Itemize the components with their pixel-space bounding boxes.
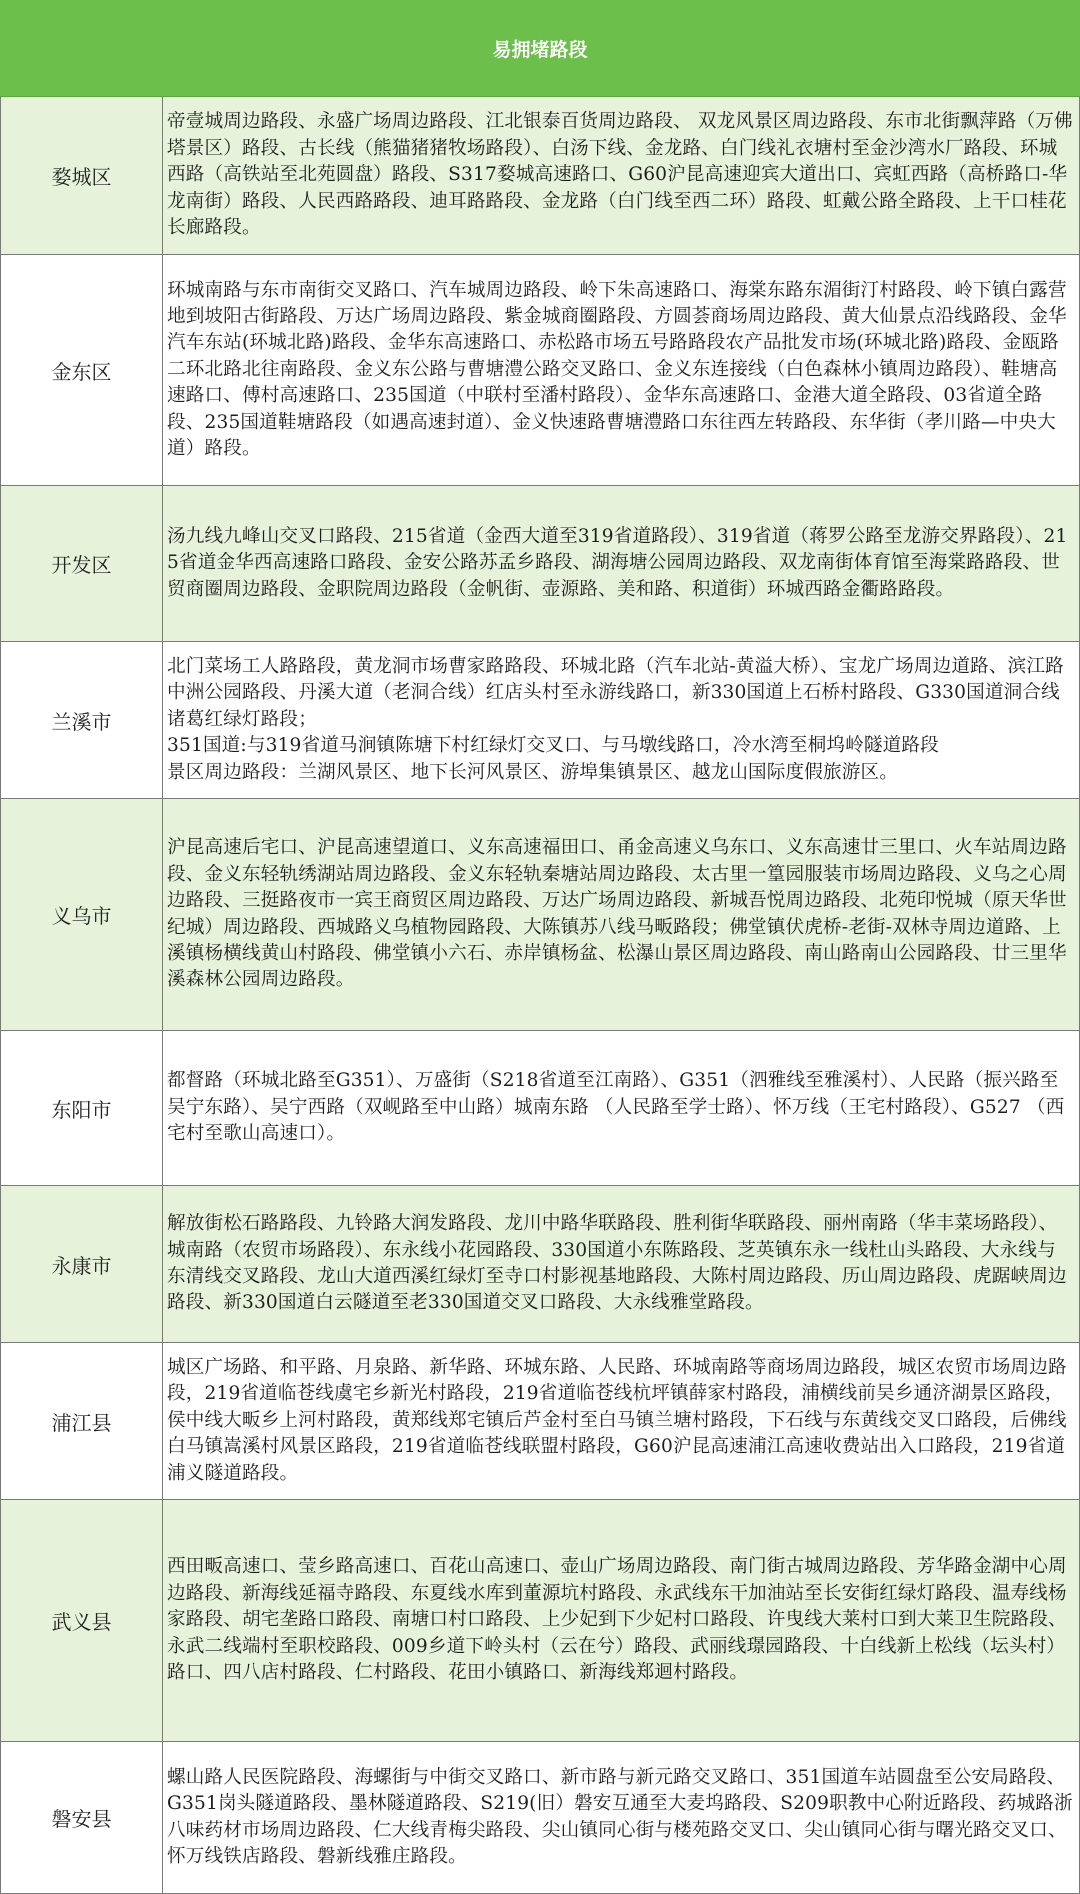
congestion-table bbox=[0, 97, 1080, 1894]
table-row bbox=[1, 642, 1079, 799]
table-row bbox=[1, 799, 1079, 1031]
district-name: 兰溪市 bbox=[1, 642, 163, 798]
table-title: 易拥堵路段 bbox=[0, 0, 1080, 97]
district-name: 磐安县 bbox=[1, 1742, 163, 1893]
table-row bbox=[1, 1186, 1079, 1343]
road-list: 北门菜场工人路路段，黄龙洞市场曹家路路段、环城北路（汽车北站-黄溢大桥）、宝龙广场周边道路、滨江路中洲公园路段、丹溪大道（老洞合线）红店头村至永游线路口，新330国道上石桥村路段、G330国道洞合线诸葛红绿灯路段； 351国道:与319省道马涧镇陈塘下村红绿灯交叉口、与马墩线路口，冷水湾至桐坞岭隧道路段 景区周边路段：兰湖风景区、地下长河风景区、游埠集镇景区、越龙山国际度假旅游区。 bbox=[167, 655, 1064, 783]
district-name: 义乌市 bbox=[1, 799, 163, 1030]
table-row bbox=[1, 255, 1079, 486]
district-name: 金东区 bbox=[1, 255, 163, 485]
road-list: 都督路（环城北路至G351）、万盛街（S218省道至江南路）、G351（泗雅线至雅溪村）、人民路（振兴路至吴宁东路）、吴宁西路（双岘路至中山路）城南东路 （人民路至学士路）、怀万线（王宅村路段）、G527 （西宅村至歌山高速口）。 bbox=[167, 1070, 1065, 1145]
road-list: 汤九线九峰山交叉口路段、215省道（金西大道至319省道路段）、319省道（蒋罗公路至龙游交界路段）、215省道金华西高速路口路段、金安公路苏孟乡路段、湖海塘公园周边路段、双龙南街体育馆至海棠路路段、世贸商圈周边路段、金职院周边路段（金帆街、壶源路、美和路、积道街）环城西路金衢路路段。 bbox=[167, 525, 1068, 600]
district-name: 永康市 bbox=[1, 1186, 163, 1342]
table-row bbox=[1, 1031, 1079, 1186]
road-list: 帝壹城周边路段、永盛广场周边路段、江北银泰百货周边路段、 双龙风景区周边路段、东市北街飘萍路（万佛塔景区）路段、古长线（熊猫猪猪牧场路段）、白汤下线、金龙路、白门线礼衣塘村至金沙湾水厂路段、环城西路（高铁站至北苑圆盘）路段、S317婺城高速路口、G60沪昆高速迎宾大道出口、宾虹西路（高桥路口-华龙南街）路段、人民西路路段、迪耳路路段、金龙路（白门线至西二环）路段、虹戴公路全路段、上干口桂花长廊路段。 bbox=[167, 111, 1073, 239]
district-name: 开发区 bbox=[1, 486, 163, 641]
district-name: 浦江县 bbox=[1, 1343, 163, 1499]
table-row bbox=[1, 486, 1079, 642]
district-name: 武义县 bbox=[1, 1500, 163, 1741]
table-row bbox=[1, 1500, 1079, 1742]
road-list: 解放街松石路路段、九铃路大润发路段、龙川中路华联路段、胜利街华联路段、丽州南路（华丰菜场路段）、城南路（农贸市场路段）、东永线小花园路段、330国道小东陈路段、芝英镇东永一线杜山头路段、大永线与东清线交叉路段、龙山大道西溪红绿灯至寺口村影视基地路段、大陈村周边路段、历山周边路段、虎踞峡周边路段、新330国道白云隧道至老330国道交叉口路段、大永线雅堂路段。 bbox=[167, 1213, 1067, 1314]
table-row bbox=[1, 97, 1079, 255]
table-row bbox=[1, 1343, 1079, 1500]
road-list: 沪昆高速后宅口、沪昆高速望道口、义东高速福田口、甬金高速义乌东口、义东高速廿三里口、火车站周边路段、金义东轻轨绣湖站周边路段、金义东轻轨秦塘站周边路段、太古里一篁园服装市场周边路段、义乌之心周边路段、三挺路夜市一宾王商贸区周边路段、万达广场周边路段、新城吾悦周边路段、北苑印悦城（原天华世纪城）周边路段、西城路义乌植物园路段、大陈镇苏八线马畈路段；佛堂镇伏虎桥-老街-双林寺周边道路、上溪镇杨横线黄山村路段、佛堂镇小六石、赤岸镇杨盆、松瀑山景区周边路段、南山路南山公园路段、廿三里华溪森林公园周边路段。 bbox=[167, 837, 1067, 991]
road-list: 环城南路与东市南街交叉路口、汽车城周边路段、岭下朱高速路口、海棠东路东湄街汀村路段、岭下镇白露营地到坡阳古街路段、万达广场周边路段、紫金城商圈路段、方圆荟商场周边路段、黄大仙景点沿线路段、金华汽车东站(环城北路)路段、金华东高速路口、赤松路市场五号路路段农产品批发市场(环城北路)路段、金瓯路二环北路北往南路段、金义东公路与曹塘澧公路交叉路口、金义东连接线（白色森林小镇周边路段）、鞋塘高速路口、傅村高速路口、235国道（中联村至潘村路段）、金华东高速路口、金港大道全路段、03省道全路段、235国道鞋塘路段（如遇高速封道）、金义快速路曹塘澧路口东往西左转路段、东华街（孝川路—中央大道）路段。 bbox=[167, 279, 1067, 460]
district-name: 东阳市 bbox=[1, 1031, 163, 1185]
road-list: 螺山路人民医院路段、海螺街与中街交叉路口、新市路与新元路交叉路口、351国道车站圆盘至公安局路段、G351岗头隧道路段、墨林隧道路段、S219(旧）磐安互通至大麦坞路段、S209职教中心附近路段、药城路浙八味药材市场周边路段、仁大线青梅尖路段、尖山镇同心街与楼苑路交叉口、尖山镇同心街与曙光路交叉口、怀万线铁店路段、磐新线雅庄路段。 bbox=[167, 1766, 1073, 1867]
table-row bbox=[1, 1742, 1079, 1894]
district-name: 婺城区 bbox=[1, 97, 163, 254]
road-list: 西田畈高速口、莹乡路高速口、百花山高速口、壶山广场周边路段、南门街古城周边路段、芳华路金湖中心周边路段、新海线延福寺路段、东夏线水库到董源坑村路段、永武线东干加油站至长安街红绿灯路段、温寿线杨家路段、胡宅垄路口路段、南塘口村口路段、上少妃到下少妃村口路段、许曳线大莱村口到大莱卫生院路段、永武二线端村至职校路段、009乡道下岭头村（云在兮）路段、武丽线璟园路段、十白线新上松线（坛头村）路口、四八店村路段、仁村路段、花田小镇路口、新海线郑迴村路段。 bbox=[167, 1556, 1067, 1684]
road-list: 城区广场路、和平路、月泉路、新华路、环城东路、人民路、环城南路等商场周边路段，城区农贸市场周边路段，219省道临苍线虞宅乡新光村路段，219省道临苍线杭坪镇薛家村路段，浦横线前吴乡通济湖景区路段，侯中线大畈乡上河村路段，黄郑线郑宅镇后芦金村至白马镇兰塘村路段，下石线与东黄线交叉口路段，后佛线白马镇嵩溪村风景区路段，219省道临苍线联盟村路段，G60沪昆高速浦江高速收费站出入口路段，219省道浦义隧道路段。 bbox=[167, 1356, 1067, 1484]
